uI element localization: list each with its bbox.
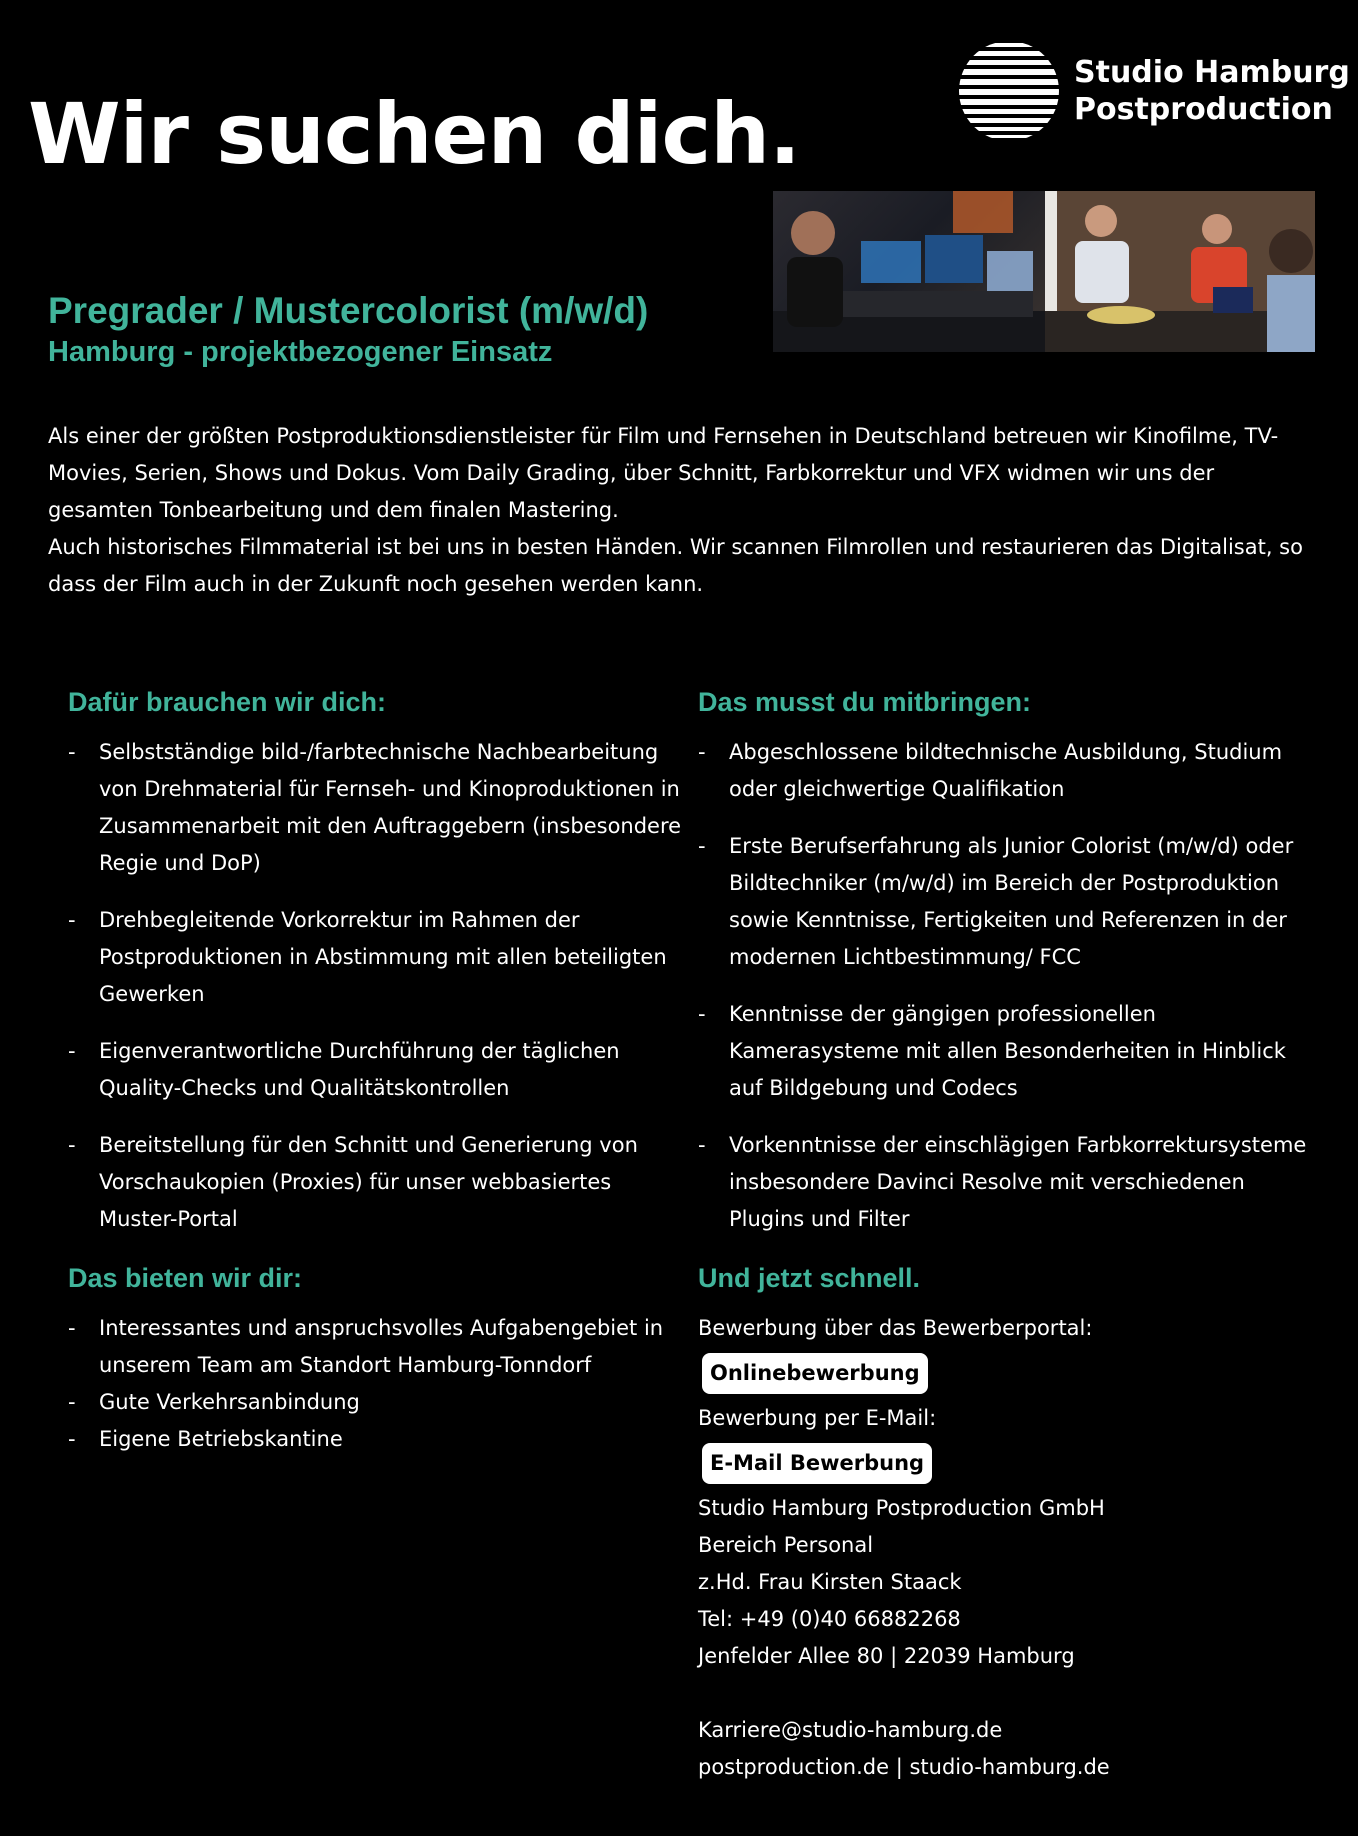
tasks-list <box>68 734 688 1238</box>
job-title: Pregrader / Mustercolorist (m/w/d) <box>48 290 649 331</box>
list-item: - Gute Verkehrsanbindung <box>68 1384 688 1421</box>
job-title-block <box>48 290 648 369</box>
website-links[interactable]: postproduction.de | studio-hamburg.de <box>698 1755 1110 1779</box>
photo-team-lounge <box>1045 191 1315 352</box>
list-item: - Drehbegleitende Vorkorrektur im Rahmen der Postproduktionen in Abstimmung mit allen beteiligten Gewerken <box>68 902 688 1013</box>
offer-list <box>68 1310 688 1458</box>
online-application-button[interactable]: Onlinebewerbung <box>702 1353 928 1394</box>
logo-wordmark <box>1074 54 1350 128</box>
portal-text: Bewerbung über das Bewerberportal: <box>698 1316 1093 1340</box>
requirements-title: Das musst du mitbringen: <box>698 687 1032 717</box>
headline: Wir suchen dich. <box>28 85 800 183</box>
requirements-section <box>698 684 1318 1258</box>
apply-title: Und jetzt schnell. <box>698 1263 921 1293</box>
list-item: - Selbstständige bild-/farbtechnische Nachbearbeitung von Drehmaterial für Fernseh- und Kinoproduktionen in Zusammenarbeit mit den Auftraggebern (insbesondere Regie und DoP) <box>68 734 688 882</box>
list-item: - Erste Berufserfahrung als Junior Colorist (m/w/d) oder Bildtechniker (m/w/d) im Bereich der Postproduktion sowie Kenntnisse, Fertigkeiten und Referenzen in der modernen Lichtbestimmung/ FCC <box>698 828 1318 976</box>
offer-title: Das bieten wir dir: <box>68 1263 303 1293</box>
list-item: - Bereitstellung für den Schnitt und Generierung von Vorschaukopien (Proxies) für unser webbasiertes Muster-Portal <box>68 1127 688 1238</box>
email-application-button[interactable]: E-Mail Bewerbung <box>702 1443 932 1484</box>
logo-line-1: Studio Hamburg <box>1074 55 1350 90</box>
list-item: - Eigene Betriebskantine <box>68 1421 688 1458</box>
tasks-section <box>68 684 688 1258</box>
list-item: - Eigenverantwortliche Durchführung der täglichen Quality-Checks und Qualitätskontrollen <box>68 1033 688 1107</box>
list-item: - Kenntnisse der gängigen professionellen Kamerasysteme mit allen Besonderheiten in Hinblick auf Bildgebung und Codecs <box>698 996 1318 1107</box>
postal-address: Jenfelder Allee 80 | 22039 Hamburg <box>698 1644 1075 1668</box>
list-item: - Interessantes und anspruchsvolles Aufgabengebiet in unserem Team am Standort Hamburg-Tonndorf <box>68 1310 688 1384</box>
phone-number: Tel: +49 (0)40 66882268 <box>698 1607 961 1631</box>
offer-section <box>68 1260 688 1458</box>
job-location: Hamburg - projektbezogener Einsatz <box>48 335 553 368</box>
email-address[interactable]: Karriere@studio-hamburg.de <box>698 1718 1003 1742</box>
company-logo <box>958 40 1350 142</box>
tasks-title: Dafür brauchen wir dich: <box>68 687 387 717</box>
header-photos <box>773 191 1315 352</box>
intro-paragraph-2: Auch historisches Filmmaterial ist bei uns in besten Händen. Wir scannen Filmrollen und restaurieren das Digitalisat, so dass der Film auch in der Zukunft noch gesehen werden kann. <box>48 535 1303 596</box>
intro-text <box>48 418 1318 603</box>
department: Bereich Personal <box>698 1533 874 1557</box>
studio-hamburg-logo-icon <box>958 40 1060 142</box>
intro-paragraph-1: Als einer der größten Postproduktionsdienstleister für Film und Fernsehen in Deutschland betreuen wir Kinofilme, TV-Movies, Serien, Shows und Dokus. Vom Daily Grading, über Schnitt, Farbkorrektur und VFX widmen wir uns der gesamten Tonbearbeitung und dem finalen Mastering. <box>48 424 1279 522</box>
company-name: Studio Hamburg Postproduction GmbH <box>698 1496 1105 1520</box>
list-item: - Abgeschlossene bildtechnische Ausbildung, Studium oder gleichwertige Qualifikation <box>698 734 1318 808</box>
apply-section <box>698 1260 1318 1786</box>
photo-colorist-studio <box>773 191 1045 352</box>
requirements-list <box>698 734 1318 1238</box>
contact-person: z.Hd. Frau Kirsten Staack <box>698 1570 962 1594</box>
list-item: - Vorkenntnisse der einschlägigen Farbkorrektursysteme insbesondere Davinci Resolve mit verschiedenen Plugins und Filter <box>698 1127 1318 1238</box>
email-text: Bewerbung per E-Mail: <box>698 1406 937 1430</box>
logo-line-2: Postproduction <box>1074 92 1333 127</box>
